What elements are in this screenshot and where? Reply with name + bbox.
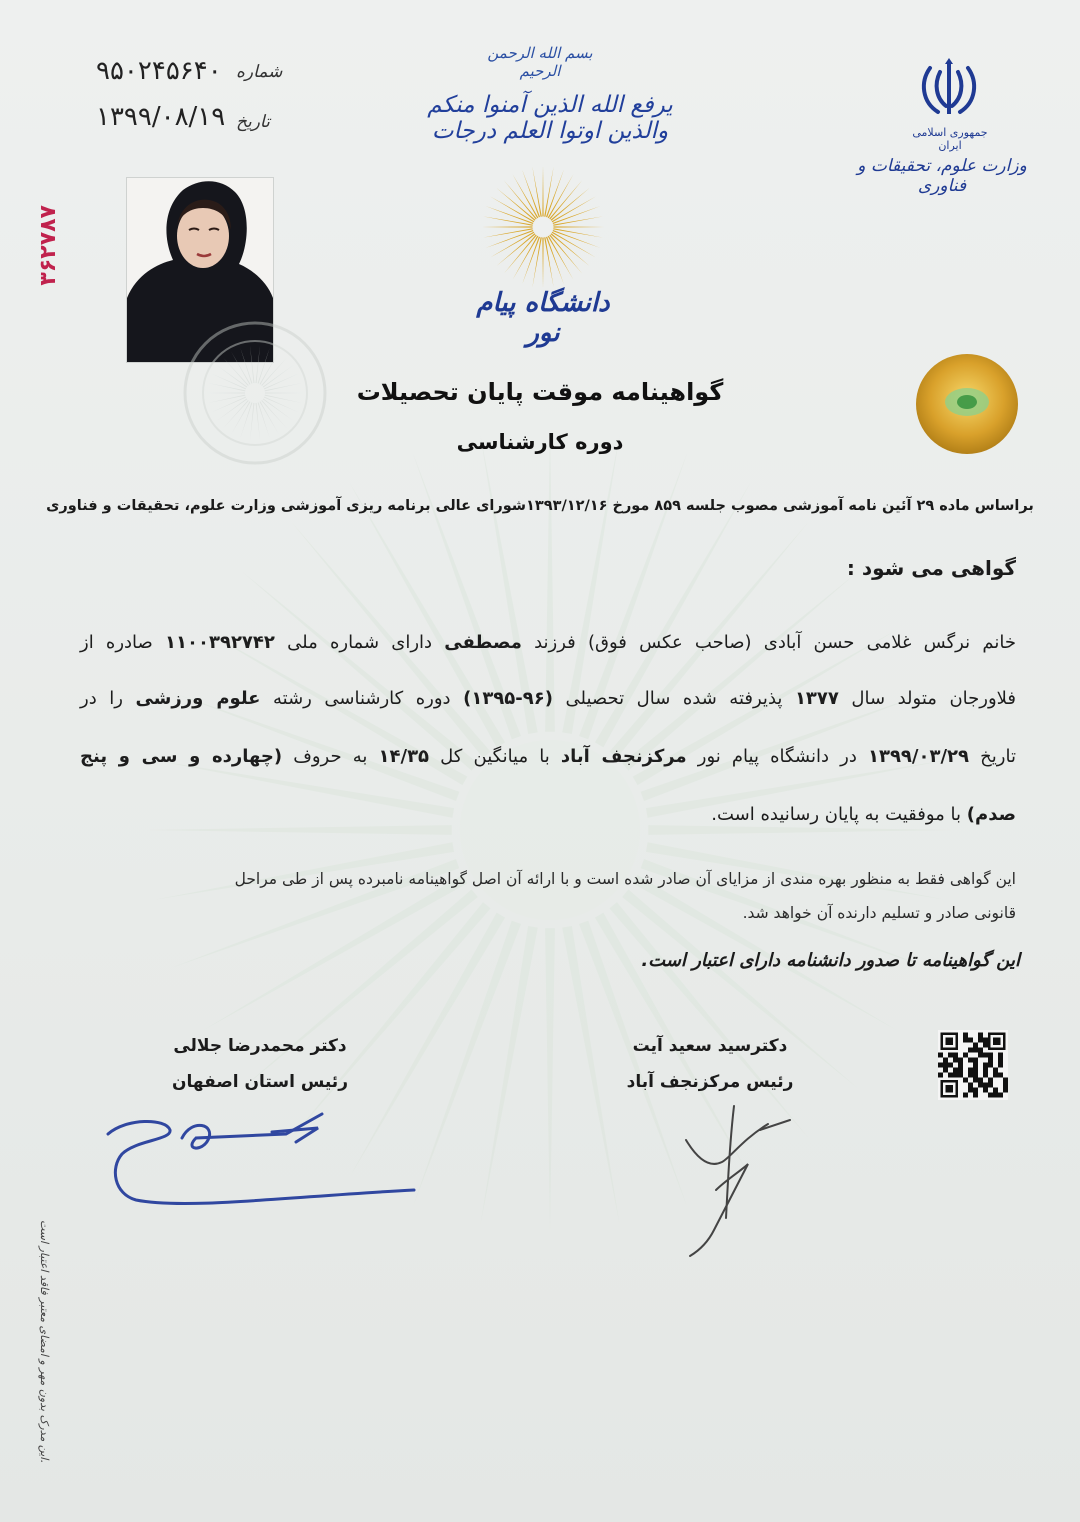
gpa: ۱۴/۳۵ bbox=[378, 746, 430, 767]
major: علوم ورزشی bbox=[135, 688, 261, 709]
margin-note: این مدرک بدون مهر و امضای معتبر فاقد اعتبار است. bbox=[38, 1220, 51, 1463]
issue-date: ۱۳۹۹/۰۸/۱۹ bbox=[96, 102, 226, 132]
number-label: شماره bbox=[236, 62, 283, 82]
certificate-number: ۹۵۰۲۴۵۶۴۰ bbox=[96, 56, 222, 86]
pnu-sun-logo-icon bbox=[480, 164, 606, 290]
text: خانم bbox=[982, 632, 1016, 653]
signer-left-title: رئیس استان اصفهان bbox=[172, 1072, 348, 1092]
ministry-name: وزارت علوم، تحقیقات و فناوری bbox=[857, 156, 1027, 196]
text: در دانشگاه پیام نور bbox=[697, 746, 857, 767]
serial-number: ۳۶۲۷۸۷ bbox=[36, 205, 61, 286]
gpa-in-words: (چهارده و سی و پنج bbox=[80, 746, 283, 767]
gov-line-1: جمهوری اسلامی ایران bbox=[912, 126, 988, 152]
hologram-seal-icon bbox=[914, 352, 1020, 456]
text: متولد سال bbox=[851, 688, 937, 709]
academic-year: (۹۶-۱۳۹۵) bbox=[463, 688, 553, 709]
body-line-4 bbox=[600, 804, 1016, 825]
university-name: دانشگاه پیام نور bbox=[476, 288, 610, 348]
father-name: مصطفی bbox=[444, 632, 522, 653]
text: صادره از bbox=[80, 632, 153, 653]
text: با میانگین کل bbox=[440, 746, 550, 767]
qr-code-icon bbox=[938, 1030, 1008, 1100]
signature-right-icon bbox=[670, 1100, 810, 1260]
text: پذیرفته شده سال تحصیلی bbox=[565, 688, 783, 709]
validity-statement: این گواهینامه تا صدور دانشنامه دارای اعتبار است. bbox=[641, 950, 1020, 971]
text: به حروف bbox=[293, 746, 368, 767]
study-center: مرکزنجف آباد bbox=[560, 746, 687, 767]
signature-left-icon bbox=[96, 1104, 426, 1224]
certificate-title: گواهینامه موقت پایان تحصیلات bbox=[356, 378, 724, 406]
certify-heading: گواهی می شود : bbox=[846, 556, 1016, 580]
birth-year: ۱۳۷۷ bbox=[794, 688, 839, 709]
holder-name: نرگس غلامی حسن آبادی bbox=[763, 632, 971, 653]
bismillah-text: بسم الله الرحمن الرحیم bbox=[487, 44, 593, 80]
text: (صاحب عکس فوق) فرزند bbox=[534, 632, 752, 653]
certificate-subtitle: دوره کارشناسی bbox=[456, 430, 624, 454]
text: تاریخ bbox=[980, 746, 1016, 767]
text: دارای شماره ملی bbox=[287, 632, 433, 653]
graduation-date: ۱۳۹۹/۰۳/۲۹ bbox=[867, 746, 970, 767]
date-label: تاریخ bbox=[236, 112, 270, 132]
iran-emblem-icon bbox=[916, 56, 982, 122]
signer-right-name: دکترسید سعید آیت bbox=[632, 1036, 788, 1056]
signer-right-title: رئیس مرکزنجف آباد bbox=[626, 1072, 794, 1092]
note-line-2: قانونی صادر و تسلیم دارنده آن خواهد شد. bbox=[742, 904, 1016, 922]
legal-basis: براساس ماده ۲۹ آئین نامه آموزشی مصوب جلسه ۸۵۹ مورخ ۱۳۹۳/۱۲/۱۶شورای عالی برنامه ریزی آموزشی وزارت علوم، تحقیقات و فناوری bbox=[46, 498, 1034, 514]
national-id: ۱۱۰۰۳۹۲۷۴۲ bbox=[165, 632, 275, 653]
text: را در bbox=[80, 688, 123, 709]
quran-verse: یرفع الله الذین آمنوا منکم والذین اوتوا العلم درجات bbox=[427, 92, 673, 144]
note-line-1: این گواهی فقط به منظور بهره مندی از مزایای آن صادر شده است و با ارائه آن اصل گواهینامه نامبرده پس از طی مراحل bbox=[234, 870, 1016, 888]
body-line-2 bbox=[80, 688, 1016, 709]
body-line-1 bbox=[80, 632, 1016, 653]
body-line-3 bbox=[80, 746, 1016, 767]
gpa-in-words-end: صدم) bbox=[966, 804, 1016, 825]
text: دوره کارشناسی رشته bbox=[273, 688, 451, 709]
text: با موفقیت به پایان رسانیده است. bbox=[711, 804, 962, 825]
signer-left-name: دکتر محمدرضا جلالی bbox=[173, 1036, 347, 1056]
birth-city: فلاورجان bbox=[949, 688, 1016, 709]
